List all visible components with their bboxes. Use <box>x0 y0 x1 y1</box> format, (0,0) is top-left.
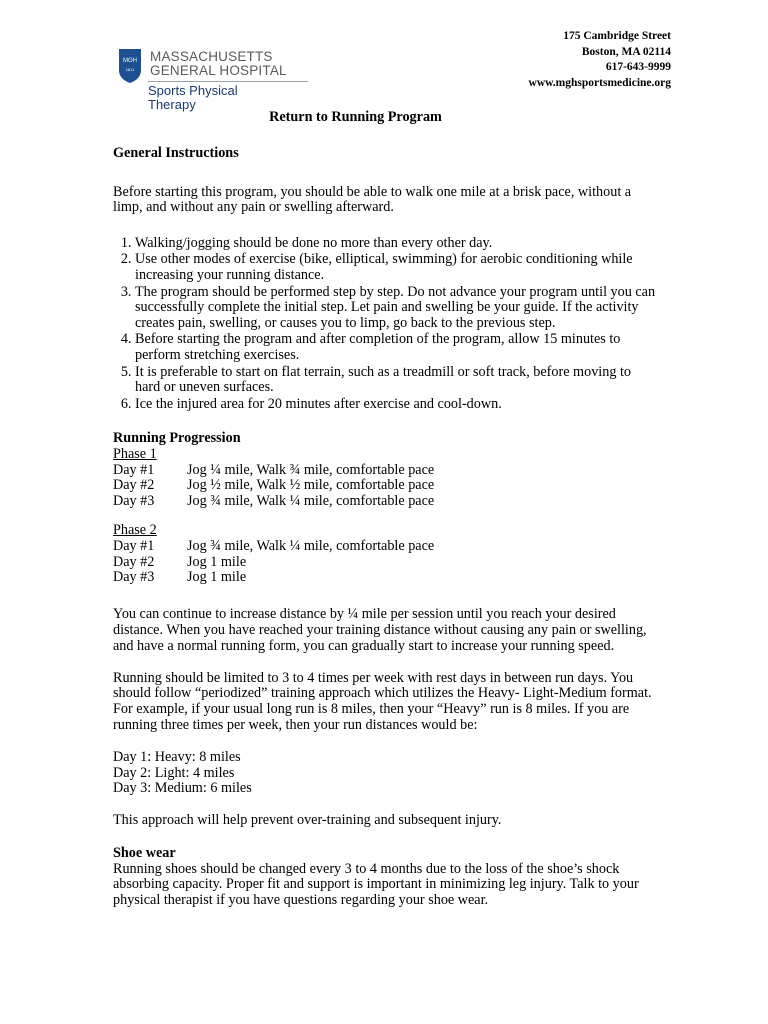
table-row <box>113 555 658 571</box>
hospital-logo <box>118 44 288 112</box>
approach-paragraph: This approach will help prevent over-training and subsequent injury. <box>113 812 502 829</box>
distance-paragraph: You can continue to increase distance by ¼ mile per session until you reach your desired distance. When you have reached your training distance without causing any pain or swelling, and have a normal running form, you can gradually start to increase your running speed. <box>113 606 647 654</box>
logo-line-1: MASSACHUSETTS <box>150 49 273 64</box>
logo-line-2: GENERAL HOSPITAL <box>150 63 287 78</box>
day-label: Day #3 <box>113 493 155 510</box>
day-distance-line: Day 1: Heavy: 8 miles <box>113 748 241 765</box>
day-distance-line: Day 3: Medium: 6 miles <box>113 780 252 797</box>
table-row <box>113 478 658 494</box>
day-activity: Jog ¼ mile, Walk ¾ mile, comfortable pace <box>187 461 435 478</box>
day-activity: Jog ¾ mile, Walk ¼ mile, comfortable pace <box>187 537 435 554</box>
list-item: 1. Walking/jogging should be done no more than every other day. <box>135 236 658 252</box>
list-item: 2. Use other modes of exercise (bike, elliptical, swimming) for aerobic conditioning while increasing your running distance. <box>135 252 658 284</box>
page-title: Return to Running Program <box>269 109 442 125</box>
day-label: Day #1 <box>113 537 155 554</box>
address-city: Boston, MA 02114 <box>581 45 671 58</box>
list-item: 6. Ice the injured area for 20 minutes after exercise and cool-down. <box>135 397 658 413</box>
table-row <box>113 463 658 479</box>
phase-2-label: Phase 2 <box>113 521 157 538</box>
list-item: 3. The program should be performed step by step. Do not advance your program until you can successfully complete the initial step. Let pain and swelling be your guide. If the activity creates pain, swelling, or causes you to limp, go back to the previous step. <box>135 285 658 332</box>
logo-divider <box>148 81 308 82</box>
svg-text:1811: 1811 <box>125 67 135 72</box>
day-activity: Jog 1 mile <box>187 553 247 570</box>
running-progression-heading: Running Progression <box>113 429 241 446</box>
day-label: Day #2 <box>113 477 155 494</box>
shoe-wear-heading: Shoe wear <box>113 844 176 861</box>
intro-paragraph: Before starting this program, you should be able to walk one mile at a brisk pace, without a limp, and without any pain or swelling afterward. <box>113 183 632 216</box>
list-item: 5. It is preferable to start on flat terrain, such as a treadmill or soft track, before moving to hard or uneven surfaces. <box>135 365 658 397</box>
frequency-paragraph: Running should be limited to 3 to 4 times per week with rest days in between run days. You should follow “periodized” training approach which utilizes the Heavy- Light-Medium format. For example, if your usual long run is 8 miles, then your “Heavy” run is 8 miles. If you are running three times per week, then your run distances would be: <box>113 669 652 733</box>
table-row <box>113 570 658 586</box>
day-label: Day #2 <box>113 553 155 570</box>
address-block <box>529 29 671 91</box>
table-row <box>113 494 658 510</box>
address-phone: 617-643-9999 <box>605 61 671 73</box>
instructions-list <box>113 236 658 412</box>
day-activity: Jog ¾ mile, Walk ¼ mile, comfortable pace <box>187 493 435 510</box>
day-label: Day #1 <box>113 461 155 478</box>
address-website: www.mghsportsmedicine.org <box>528 76 671 89</box>
logo-subtitle: Sports Physical Therapy <box>148 83 238 112</box>
day-distance-line: Day 2: Light: 4 miles <box>113 764 235 781</box>
mgh-shield-icon <box>118 48 142 84</box>
shoe-wear-paragraph: Running shoes should be changed every 3 to 4 months due to the loss of the shoe’s shock absorbing capacity. Proper fit and support is important in minimizing leg injury. Talk to your physical therapist if you have questions regarding your shoe wear. <box>113 860 639 909</box>
document-body <box>113 110 658 909</box>
phase-1-label: Phase 1 <box>113 445 157 462</box>
day-label: Day #3 <box>113 569 155 586</box>
table-row <box>113 539 658 555</box>
general-instructions-heading: General Instructions <box>113 144 239 161</box>
list-item: 4. Before starting the program and after completion of the program, allow 15 minutes to perform stretching exercises. <box>135 332 658 364</box>
svg-text:MGH: MGH <box>123 58 137 64</box>
day-activity: Jog ½ mile, Walk ½ mile, comfortable pace <box>187 477 435 494</box>
day-activity: Jog 1 mile <box>187 569 247 586</box>
address-street: 175 Cambridge Street <box>563 30 671 42</box>
